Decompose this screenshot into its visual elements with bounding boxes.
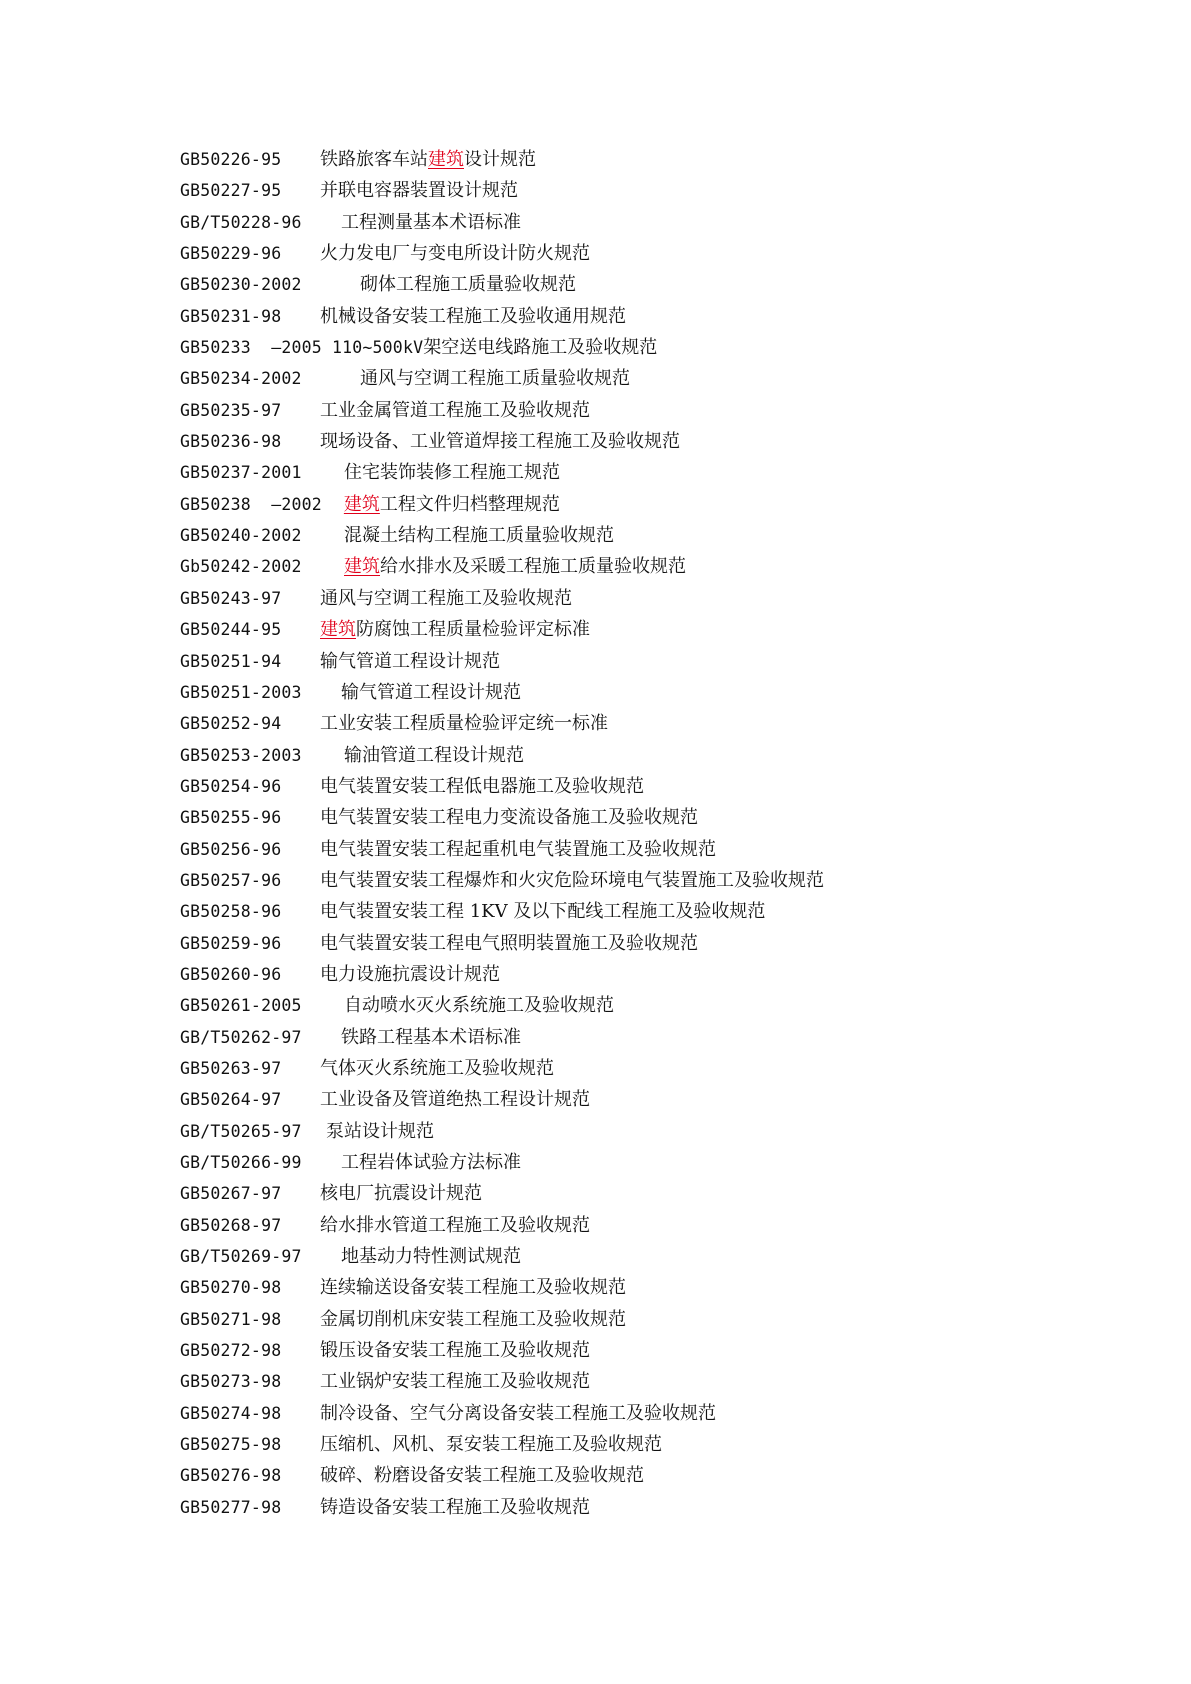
- title-text: 工业安装工程质量检验评定统一标准: [320, 713, 608, 735]
- standard-title: [341, 1027, 521, 1048]
- standard-entry: [180, 551, 1160, 582]
- title-text: 混凝土结构工程施工质量验收规范: [344, 525, 614, 547]
- standard-title: [344, 462, 560, 483]
- standard-code: GB50227-95: [180, 181, 282, 201]
- standard-title: [344, 745, 524, 766]
- standard-entry: [180, 896, 1160, 927]
- standard-title: [344, 995, 614, 1016]
- title-text: 现场设备、工业管道焊接工程施工及验收规范: [320, 431, 680, 453]
- standard-title: [320, 1277, 626, 1298]
- standard-title: [344, 494, 560, 515]
- standard-title: [320, 1497, 590, 1518]
- title-text: 电气装置安装工程起重机电气装置施工及验收规范: [320, 838, 716, 860]
- standard-entry: [180, 489, 1160, 520]
- standard-title: [320, 1340, 590, 1361]
- standard-code: GB50243-97: [180, 588, 282, 608]
- standard-code: GB50268-97: [180, 1215, 282, 1235]
- title-text: 工程测量基本术语标准: [341, 211, 521, 233]
- standard-title: [341, 1246, 521, 1267]
- title-text: 泵站设计规范: [326, 1120, 434, 1142]
- standard-title: [341, 1152, 521, 1173]
- title-text: 电气装置安装工程爆炸和火灾危险环境电气装置施工及验收规范: [320, 869, 824, 891]
- standard-entry: [180, 1022, 1160, 1053]
- title-text: 输气管道工程设计规范: [341, 681, 521, 703]
- standard-code: GB50271-98: [180, 1309, 282, 1329]
- title-text: 压缩机、风机、泵安装工程施工及验收规范: [320, 1434, 662, 1456]
- standard-code: GB50277-98: [180, 1497, 282, 1517]
- title-text: 通风与空调工程施工质量验收规范: [360, 368, 630, 390]
- standard-code: GB50257-96: [180, 870, 282, 890]
- standard-code: GB/T50265-97: [180, 1121, 302, 1141]
- standard-entry: [180, 1429, 1160, 1460]
- standard-entry: [180, 1241, 1160, 1272]
- standard-code: GB50230-2002: [180, 275, 302, 295]
- standard-entry: [180, 583, 1160, 614]
- standard-code: GB50240-2002: [180, 526, 302, 546]
- title-text: 铁路工程基本术语标准: [341, 1026, 521, 1048]
- standard-title: [320, 619, 590, 640]
- standard-entry: [180, 269, 1160, 300]
- standard-entry: [180, 1272, 1160, 1303]
- standard-entry: [180, 1147, 1160, 1178]
- standard-code: GB50251-2003: [180, 682, 302, 702]
- standard-code: GB50261-2005: [180, 996, 302, 1016]
- standard-code: GB50260-96: [180, 964, 282, 984]
- standard-entry: [180, 1116, 1160, 1147]
- standard-title: [360, 274, 576, 295]
- standard-entry: [180, 677, 1160, 708]
- standard-code: GB50234-2002: [180, 369, 302, 389]
- standard-code: Gb50242-2002: [180, 557, 302, 577]
- title-text: 核电厂抗震设计规范: [320, 1183, 482, 1205]
- standard-entry: [180, 301, 1160, 332]
- standard-code: GB50267-97: [180, 1184, 282, 1204]
- standard-entry: [180, 865, 1160, 896]
- standard-entry: [180, 740, 1160, 771]
- standard-title: [320, 588, 572, 609]
- standard-code: GB50235-97: [180, 400, 282, 420]
- standard-title: [423, 337, 657, 358]
- standard-code: GB50251-94: [180, 651, 282, 671]
- title-text: 自动喷水灭火系统施工及验收规范: [344, 995, 614, 1017]
- standard-title: [344, 556, 686, 577]
- title-text: 铸造设备安装工程施工及验收规范: [320, 1496, 590, 1518]
- standard-code: GB50237-2001: [180, 463, 302, 483]
- title-text: 设计规范: [464, 149, 536, 170]
- standard-code: GB/T50269-97: [180, 1247, 302, 1267]
- title-text: 输油管道工程设计规范: [344, 744, 524, 766]
- standard-title: [320, 400, 590, 421]
- standard-entry: [180, 332, 1160, 363]
- title-text: 输气管道工程设计规范: [320, 650, 500, 672]
- standard-title: [320, 1215, 590, 1236]
- standard-entry: [180, 395, 1160, 426]
- standard-code: GB50229-96: [180, 244, 282, 264]
- standard-title: [360, 368, 630, 389]
- title-text: 金属切削机床安装工程施工及验收规范: [320, 1308, 626, 1330]
- title-text: 地基动力特性测试规范: [341, 1246, 521, 1268]
- standard-code: GB/T50266-99: [180, 1153, 302, 1172]
- title-text: 制冷设备、空气分离设备安装工程施工及验收规范: [320, 1402, 716, 1424]
- standard-code: GB50226-95: [180, 150, 282, 169]
- standard-title: [320, 1403, 716, 1424]
- standard-title: [326, 1121, 434, 1142]
- standard-code: GB50253-2003: [180, 745, 302, 765]
- standard-entry: [180, 834, 1160, 865]
- standard-title: [320, 933, 698, 954]
- title-text: 电力设施抗震设计规范: [320, 963, 500, 985]
- standard-entry: [180, 1366, 1160, 1397]
- title-text: 砌体工程施工质量验收规范: [360, 274, 576, 296]
- standard-code: GB50238 —2002: [180, 494, 322, 514]
- standard-title: [320, 1371, 590, 1392]
- title-text: 工业设备及管道绝热工程设计规范: [320, 1089, 590, 1111]
- standard-code: GB/T50262-97: [180, 1027, 302, 1047]
- standard-title: [320, 1434, 662, 1455]
- standard-code: GB50259-96: [180, 933, 282, 953]
- standard-entry: [180, 959, 1160, 990]
- standard-code: GB50273-98: [180, 1372, 282, 1392]
- standard-title: [320, 180, 518, 201]
- title-text: 住宅装饰装修工程施工规范: [344, 462, 560, 484]
- title-text: 电气装置安装工程电力变流设备施工及验收规范: [320, 807, 698, 829]
- standard-code: GB50258-96: [180, 902, 282, 922]
- standard-entry: [180, 144, 1160, 175]
- standard-title: [320, 1309, 626, 1330]
- building-link[interactable]: 建筑: [320, 619, 356, 641]
- standard-title: [320, 870, 824, 891]
- standard-entry: [180, 802, 1160, 833]
- standard-code: GB50231-98: [180, 306, 282, 326]
- standard-code: GB50236-98: [180, 432, 282, 452]
- building-link[interactable]: 建筑: [344, 556, 380, 578]
- standard-entry: [180, 1053, 1160, 1084]
- title-text: 并联电容器装置设计规范: [320, 180, 518, 202]
- standard-entry: [180, 1304, 1160, 1335]
- title-text: 电气装置安装工程 1KV 及以下配线工程施工及验收规范: [320, 901, 766, 923]
- standard-title: [320, 1465, 644, 1486]
- standard-title: [341, 212, 521, 233]
- standard-code: GB50244-95: [180, 620, 282, 640]
- standard-title: [320, 964, 500, 985]
- standard-title: [320, 807, 698, 828]
- standard-title: [320, 431, 680, 452]
- standard-entry: [180, 1210, 1160, 1241]
- standard-title: [320, 776, 644, 797]
- standard-title: [320, 901, 765, 922]
- standard-entry: [180, 1398, 1160, 1429]
- title-text: 机械设备安装工程施工及验收通用规范: [320, 305, 626, 327]
- standard-code: GB50275-98: [180, 1435, 282, 1455]
- title-text: 连续输送设备安装工程施工及验收规范: [320, 1277, 626, 1299]
- standard-entry: [180, 928, 1160, 959]
- standard-code: GB50276-98: [180, 1466, 282, 1486]
- standard-entry: [180, 238, 1160, 269]
- title-text: 给水排水及采暖工程施工质量验收规范: [380, 556, 686, 578]
- standard-code: GB50256-96: [180, 839, 282, 859]
- title-text: 架空送电线路施工及验收规范: [423, 337, 658, 359]
- title-text: 工程文件归档整理规范: [379, 493, 560, 515]
- standard-entry: [180, 708, 1160, 739]
- standard-code: GB50252-94: [180, 714, 282, 734]
- standard-entry: [180, 520, 1160, 551]
- title-text: 通风与空调工程施工及验收规范: [320, 587, 572, 609]
- standard-title: [320, 1089, 590, 1110]
- standard-entry: [180, 175, 1160, 206]
- title-text: 给水排水管道工程施工及验收规范: [320, 1214, 590, 1236]
- title-text: 防腐蚀工程质量检验评定标准: [356, 619, 590, 641]
- standard-entry: [180, 1492, 1160, 1523]
- title-text: 锻压设备安装工程施工及验收规范: [320, 1340, 590, 1362]
- standard-entry: [180, 457, 1160, 488]
- standard-entry: [180, 426, 1160, 457]
- standard-entry: [180, 1335, 1160, 1366]
- standard-title: [320, 713, 608, 734]
- standard-code: GB50263-97: [180, 1058, 282, 1078]
- title-text: 电气装置安装工程低电器施工及验收规范: [320, 775, 644, 797]
- standard-entry: [180, 1084, 1160, 1115]
- title-text: 工业金属管道工程施工及验收规范: [320, 399, 590, 421]
- standard-title: [320, 149, 536, 170]
- building-link[interactable]: 建筑: [428, 149, 464, 170]
- standard-entry: [180, 1460, 1160, 1491]
- standard-entry: [180, 1178, 1160, 1209]
- standard-code: GB50255-96: [180, 808, 282, 828]
- standard-code: GB50254-96: [180, 776, 282, 796]
- title-text: 火力发电厂与变电所设计防火规范: [320, 243, 590, 265]
- standard-code: GB/T50228-96: [180, 212, 302, 232]
- standard-code: GB50274-98: [180, 1403, 282, 1423]
- standard-title: [320, 306, 626, 327]
- standard-title: [320, 651, 500, 672]
- standard-entry: [180, 614, 1160, 645]
- standard-title: [341, 682, 521, 703]
- standard-entry: [180, 207, 1160, 238]
- standard-title: [320, 243, 590, 264]
- standards-list: [180, 144, 1160, 1523]
- standard-title: [320, 1058, 554, 1079]
- standard-title: [344, 525, 614, 546]
- title-text: 电气装置安装工程电气照明装置施工及验收规范: [320, 932, 698, 954]
- title-text: 工程岩体试验方法标准: [341, 1152, 521, 1173]
- standard-entry: [180, 990, 1160, 1021]
- standard-code: GB50270-98: [180, 1278, 282, 1298]
- standard-title: [320, 1183, 482, 1204]
- title-text: 破碎、粉磨设备安装工程施工及验收规范: [320, 1465, 644, 1487]
- building-link[interactable]: 建筑: [343, 493, 380, 515]
- title-text: 气体灭火系统施工及验收规范: [320, 1057, 554, 1079]
- title-text: 铁路旅客车站: [320, 149, 428, 170]
- standard-code: GB50272-98: [180, 1341, 282, 1361]
- standard-code: GB50233 —2005 110~500kV: [180, 338, 424, 358]
- standard-entry: [180, 646, 1160, 677]
- title-text: 工业锅炉安装工程施工及验收规范: [320, 1371, 590, 1393]
- standard-title: [320, 839, 716, 860]
- standard-entry: [180, 771, 1160, 802]
- standard-entry: [180, 363, 1160, 394]
- standard-code: GB50264-97: [180, 1090, 282, 1110]
